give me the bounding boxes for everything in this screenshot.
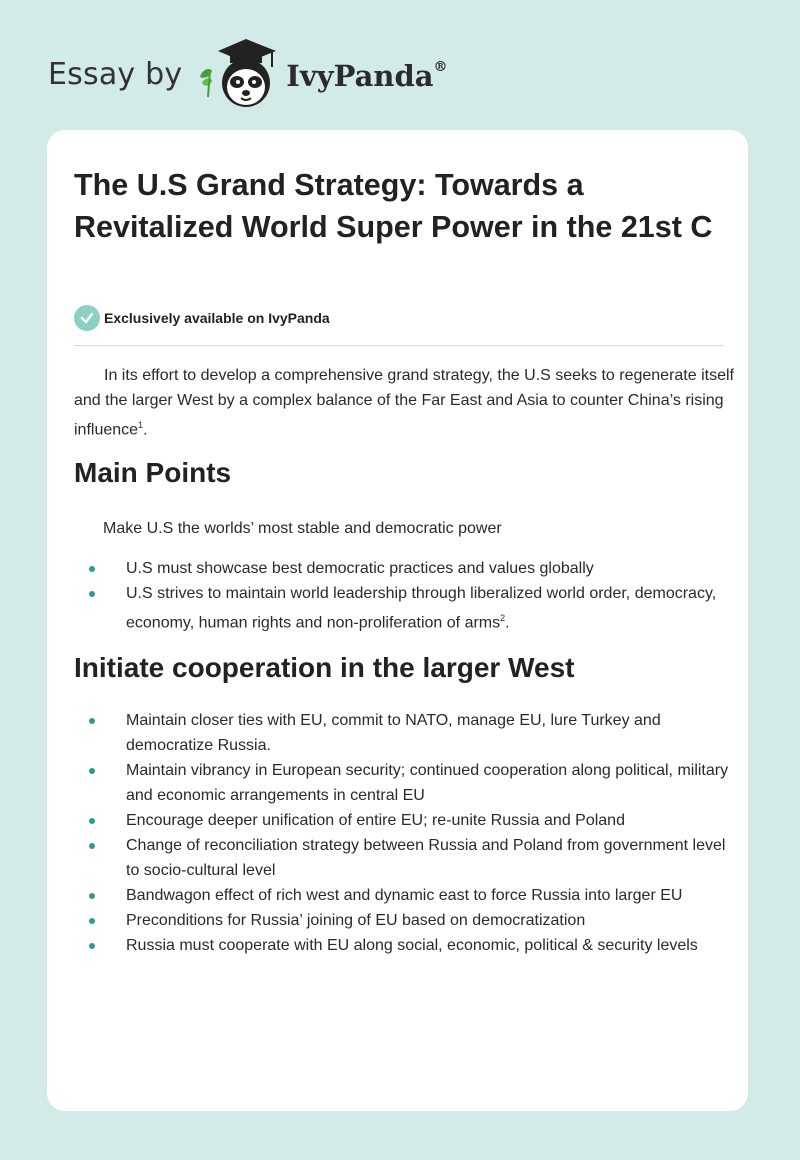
cooperation-list [74,708,734,958]
badge-label: Exclusively available on IvyPanda [104,310,330,326]
list-item: Maintain closer ties with EU, commit to NATO, manage EU, lure Turkey and democratize Russia. [74,708,734,758]
list-item: Bandwagon effect of rich west and dynamic east to force Russia into larger EU [74,883,734,908]
footnote-ref[interactable]: 1 [138,420,144,430]
section-heading-main-points: Main Points [74,457,232,488]
exclusive-badge [74,305,330,331]
essay-card [47,130,748,1111]
list-item: Preconditions for Russia’ joining of EU based on democratization [74,908,734,933]
site-header [48,34,508,114]
list-item: U.S strives to maintain world leadership through liberalized world order, democracy, economy, human rights and non-proliferation of arms$^2$. [74,581,734,635]
list-item: Change of reconciliation strategy between Russia and Poland from government level to socio-cultural level [74,833,734,883]
list-item: Russia must cooperate with EU along social, economic, political & security levels [74,933,734,958]
section-lead: Make U.S the worlds’ most stable and democratic power [103,520,502,537]
intro-paragraph: In its effort to develop a comprehensive grand strategy, the U.S seeks to regenerate itself and the larger West by a complex balance of the Far East and Asia to counter China’s rising influence$^1$. [74,367,734,439]
brand-name[interactable]: IvyPanda® [286,59,448,93]
panda-graduate-icon [196,37,282,111]
essay-by-label: Essay by [48,56,183,92]
section-heading-cooperation: Initiate cooperation in the larger West [74,652,575,683]
list-item: Encourage deeper unification of entire EU; re-unite Russia and Poland [74,808,734,833]
main-points-list [74,556,734,635]
page-title: The U.S Grand Strategy: Towards a Revitalized World Super Power in the 21st C [74,168,713,244]
list-item: Maintain vibrancy in European security; continued cooperation along political, military and economic arrangements in central EU [74,758,734,808]
list-item: U.S must showcase best democratic practices and values globally [74,556,734,581]
divider [74,345,723,346]
check-icon [74,305,100,331]
footnote-ref[interactable]: 2 [500,613,506,623]
